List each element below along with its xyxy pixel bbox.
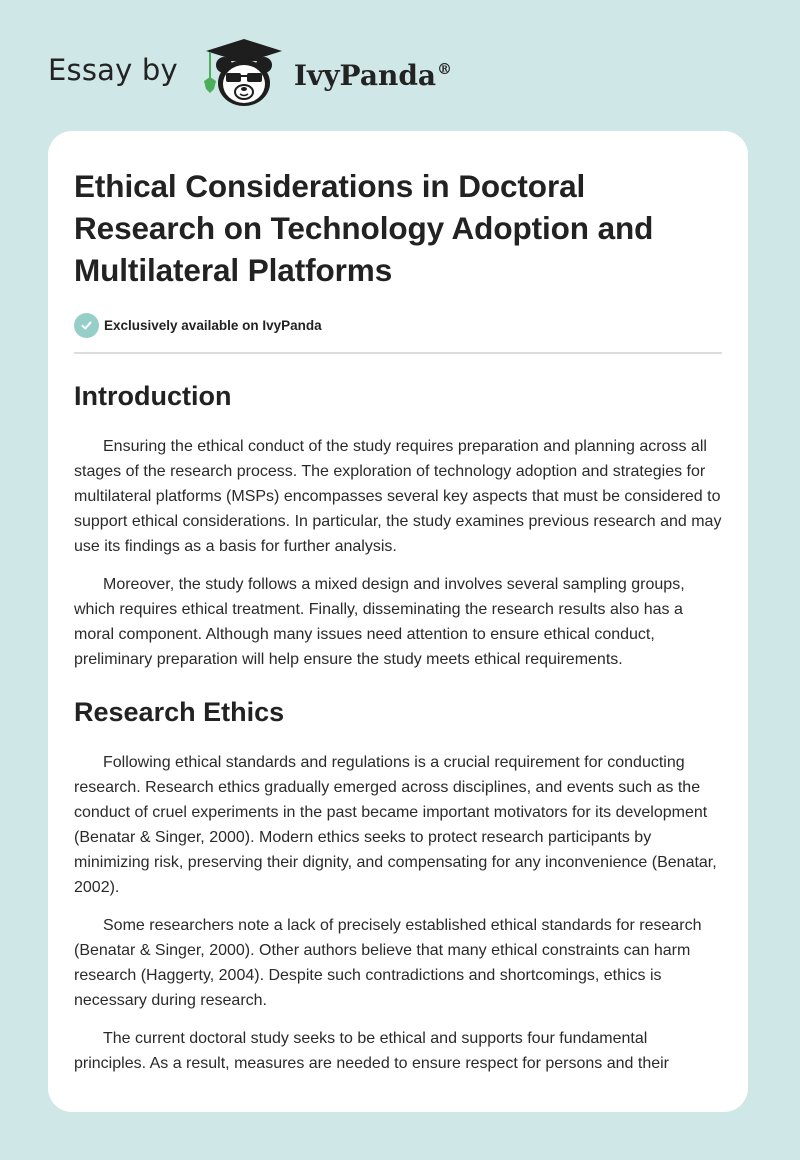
essay-by-label: Essay by bbox=[48, 53, 178, 87]
page-title: Ethical Considerations in Doctoral Research on Technology Adoption and Multilateral Platforms bbox=[74, 168, 654, 288]
brand-header bbox=[48, 38, 452, 108]
paragraph: Moreover, the study follows a mixed design and involves several sampling groups, which requires ethical treatment. Finally, disseminating the research results also has a moral component. Although many issues need attention to ensure ethical conduct, preliminary preparation will help ensure the study meets ethical requirements. bbox=[74, 576, 685, 668]
exclusive-text: Exclusively available on IvyPanda bbox=[104, 318, 322, 333]
paragraph: Some researchers note a lack of precisely established ethical standards for research (Benatar & Singer, 2000). Other authors believe that many ethical constraints can harm research (Haggerty, 2004). Despite such contradictions and shortcomings, ethics is necessary during research. bbox=[74, 917, 702, 1009]
brand-name[interactable] bbox=[294, 59, 452, 92]
graduate-panda-logo-icon[interactable] bbox=[196, 37, 288, 109]
essay-card bbox=[48, 131, 748, 1112]
paragraph: Ensuring the ethical conduct of the study requires preparation and planning across all stages of the research process. The exploration of technology adoption and strategies for multilateral platforms (MSPs) encompasses several key aspects that must be considered to support ethical considerations. In particular, the study examines previous research and may use its findings as a basis for further analysis. bbox=[74, 438, 722, 555]
registered-mark: ® bbox=[437, 60, 453, 79]
check-circle-icon bbox=[74, 313, 99, 338]
brand-name-text: IvyPanda bbox=[293, 58, 437, 92]
paragraph: The current doctoral study seeks to be ethical and supports four fundamental principles. As a result, measures are needed to ensure respect for persons and their bbox=[74, 1030, 669, 1072]
exclusive-badge bbox=[74, 313, 722, 338]
section-heading-introduction: Introduction bbox=[74, 381, 232, 411]
section-heading-research-ethics: Research Ethics bbox=[74, 697, 285, 727]
divider bbox=[74, 352, 722, 354]
paragraph: Following ethical standards and regulations is a crucial requirement for conducting research. Research ethics gradually emerged across disciplines, and events such as the conduct of cruel experiments in the past became important motivators for its development (Benatar & Singer, 2000). Modern ethics seeks to protect research participants by minimizing risk, preserving their dignity, and compensating for any inconvenience (Benatar, 2002). bbox=[74, 754, 717, 896]
